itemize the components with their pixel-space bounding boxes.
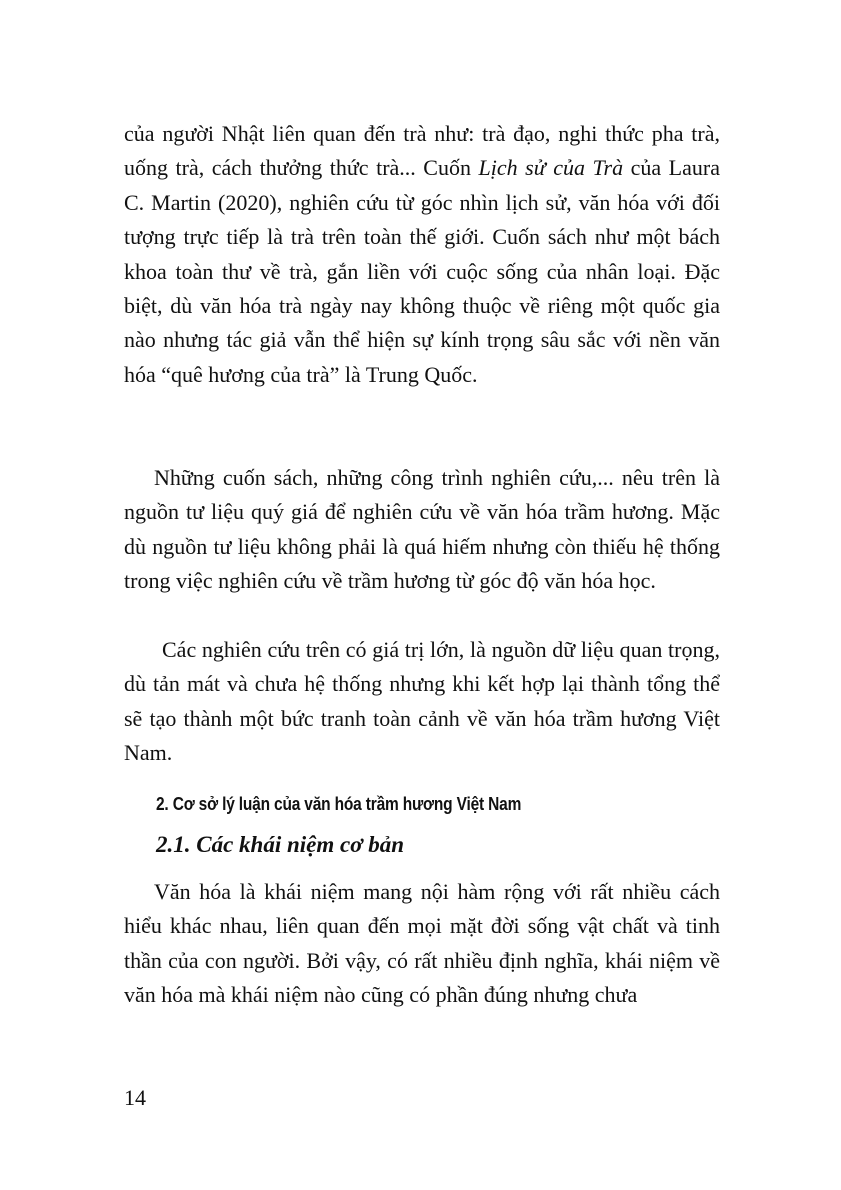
paragraph-continuation — [124, 117, 720, 392]
paragraph-summary — [124, 633, 720, 771]
paragraph-sources — [124, 461, 720, 599]
paragraph-text: Các nghiên cứu trên có giá trị lớn, là nguồn dữ liệu quan trọng, dù tản mát và chưa hệ thống nhưng khi kết hợp lại thành tổng thể sẽ tạo thành một bức tranh toàn cảnh về văn hóa trầm hương Việt Nam. — [124, 637, 720, 766]
subsection-heading: 2.1. Các khái niệm cơ bản — [156, 832, 405, 857]
paragraph-text: của Laura C. Martin (2020), nghiên cứu từ góc nhìn lịch sử, văn hóa với đối tượng trực tiếp là trà trên toàn thế giới. Cuốn sách như một bách khoa toàn thư về trà, gắn liền với cuộc sống của nhân loại. Đặc biệt, dù văn hóa trà ngày nay không thuộc về riêng một quốc gia nào nhưng tác giả vẫn thể hiện sự kính trọng sâu sắc với nền văn hóa “quê hương của trà” là Trung Quốc. — [124, 155, 720, 387]
paragraph-text: của người Nhật liên quan đến trà như: trà đạo, nghi thức pha trà, uống trà, cách thưởng thức trà... Cuốn — [124, 121, 720, 181]
section-heading: 2. Cơ sở lý luận của văn hóa trầm hương Việt Nam — [156, 794, 522, 814]
paragraph-definition — [124, 875, 720, 1013]
book-title-italic: Lịch sử của Trà — [478, 155, 624, 181]
paragraph-text: Văn hóa là khái niệm mang nội hàm rộng với rất nhiều cách hiểu khác nhau, liên quan đến mọi mặt đời sống vật chất và tinh thần của con người. Bởi vậy, có rất nhiều định nghĩa, khái niệm về văn hóa mà khái niệm nào cũng có phần đúng nhưng chưa — [124, 879, 720, 1008]
paragraph-text: Những cuốn sách, những công trình nghiên cứu,... nêu trên là nguồn tư liệu quý giá để nghiên cứu về văn hóa trầm hương. Mặc dù nguồn tư liệu không phải là quá hiếm nhưng còn thiếu hệ thống trong việc nghiên cứu về trầm hương từ góc độ văn hóa học. — [124, 465, 720, 594]
page-number: 14 — [124, 1085, 146, 1110]
